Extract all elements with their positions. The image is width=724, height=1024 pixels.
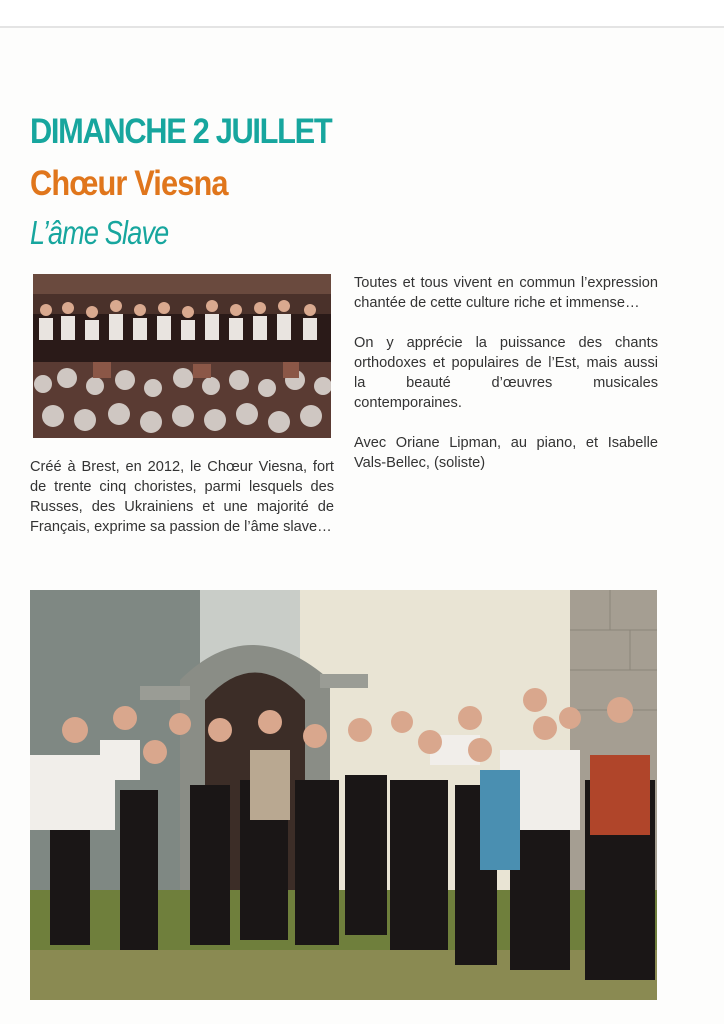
concert-photo-illustration [33, 274, 331, 438]
event-date-heading: DIMANCHE 2 JUILLET [30, 112, 332, 151]
choir-group-photo [30, 590, 657, 1000]
choir-description: Créé à Brest, en 2012, le Chœur Viesna, fort de trente cinq choristes, parmi lesquels des Russes, des Ukrainiens et une majorité de Français, exprime sa passion de l’âme slave… [30, 459, 334, 535]
paragraph-performers: Avec Oriane Lipman, au piano, et Isabelle Vals-Bellec, (soliste) [354, 435, 658, 471]
event-subtitle: L’âme Slave [30, 214, 169, 251]
paragraph-culture: Toutes et tous vivent en commun l’expression chantée de cette culture riche et immense… [354, 275, 658, 311]
top-bar [0, 0, 724, 28]
paragraph-repertoire: On y apprécie la puissance des chants orthodoxes et populaires de l’Est, mais aussi la beauté d’œuvres musicales contemporaines. [354, 335, 658, 411]
choir-group-photo-illustration [30, 590, 657, 1000]
concert-photo [33, 274, 331, 438]
choir-name-heading: Chœur Viesna [30, 164, 228, 203]
right-column [354, 273, 658, 493]
